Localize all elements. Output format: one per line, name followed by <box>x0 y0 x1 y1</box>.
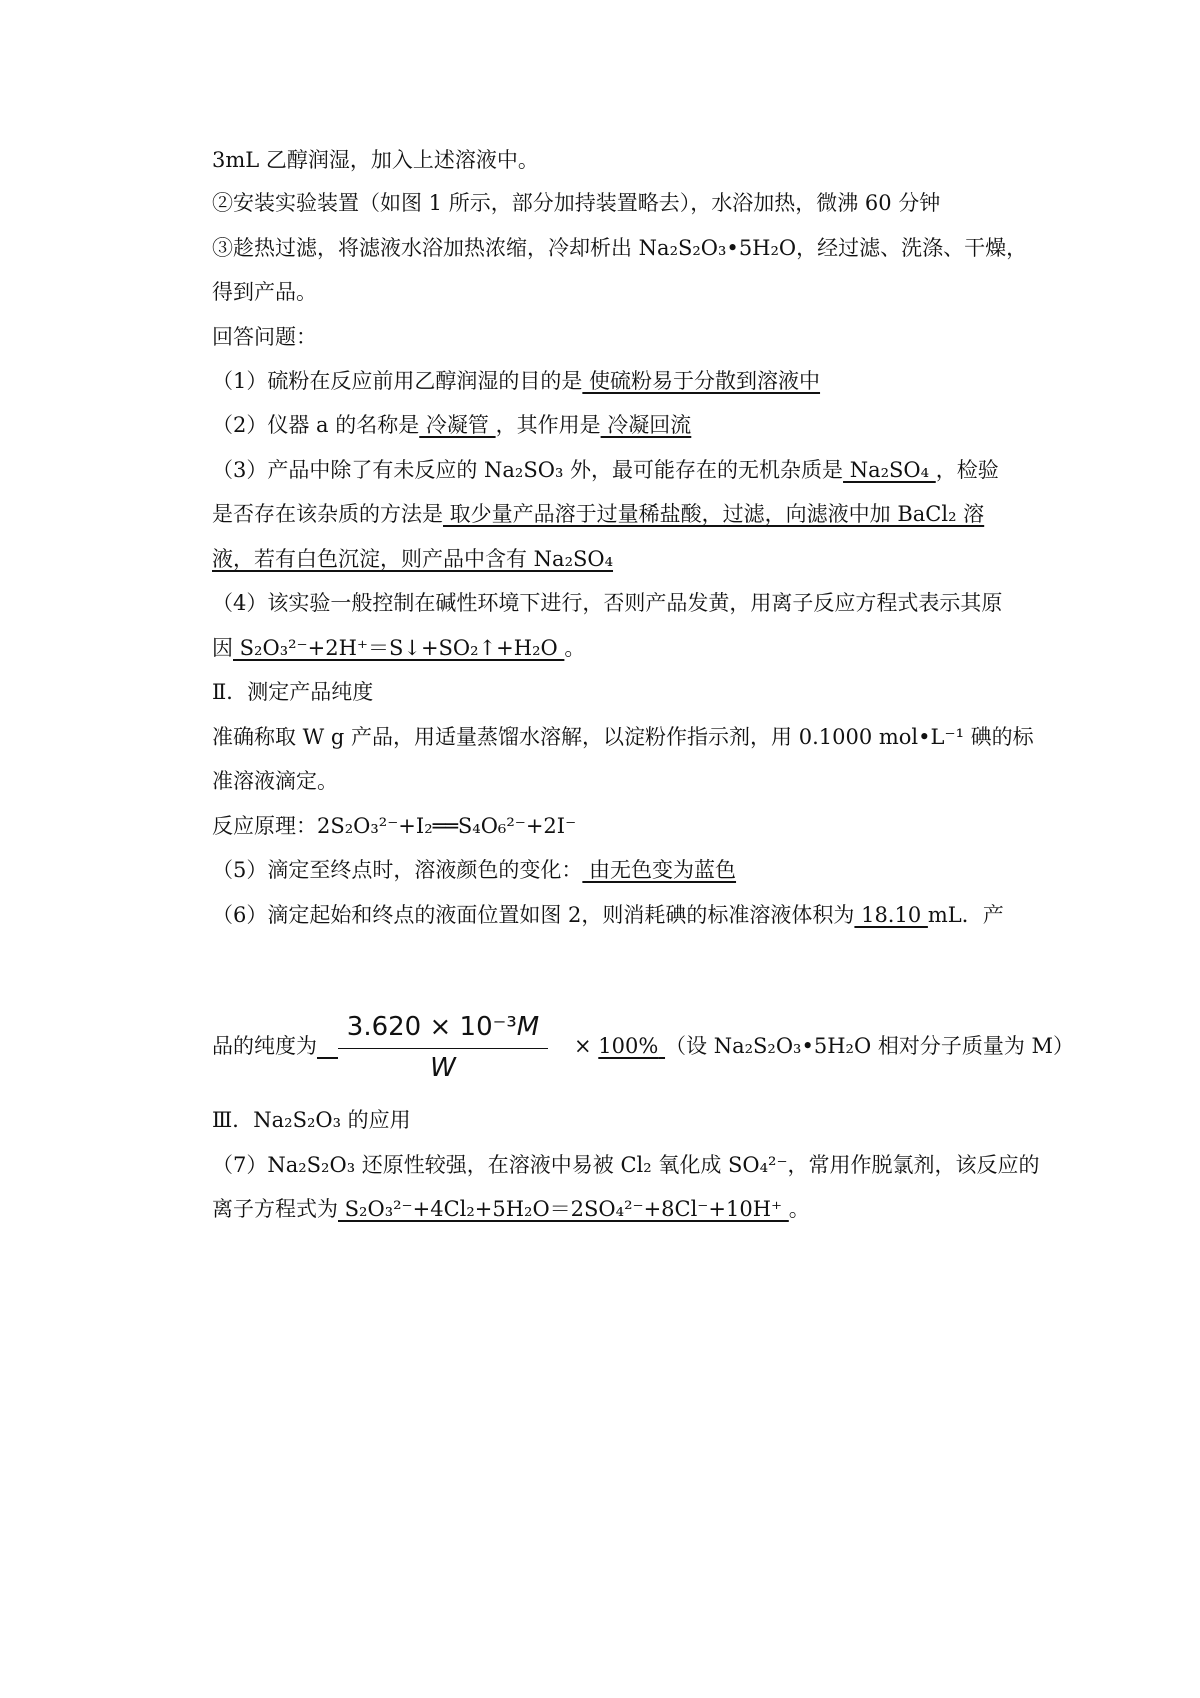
question-text: ，其作用是 <box>495 413 601 437</box>
answer-blank: 冷凝管 <box>419 413 496 437</box>
question-text: 因 <box>212 636 233 660</box>
text-line: ③趁热过滤，将滤液水浴加热浓缩，冷却析出 Na₂S₂O₃•5H₂O，经过滤、洗涤、干燥， <box>212 236 1028 260</box>
numerator-value: 3.620 × 10⁻³ <box>346 1012 517 1042</box>
question-text: mL．产 <box>927 903 1004 927</box>
text-line: 3mL 乙醇润湿，加入上述溶液中。 <box>212 148 539 172</box>
text-line: ②安装实验装置（如图 1 所示，部分加持装置略去），水浴加热，微沸 60 分钟 <box>212 191 941 215</box>
question-2 <box>212 410 1022 440</box>
question-4: （4）该实验一般控制在碱性环境下进行，否则产品发黄，用离子反应方程式表示其原 <box>212 591 1003 615</box>
question-text: 。 <box>788 1197 810 1221</box>
answer-blank: 取少量产品溶于过量稀盐酸，过滤，向滤液中加 BaCl₂ 溶 <box>443 502 985 526</box>
question-text: （2）仪器 a 的名称是 <box>212 413 420 437</box>
question-text: 是否存在该杂质的方法是 <box>212 502 443 526</box>
question-6 <box>212 900 1022 930</box>
answer-blank: S₂O₃²⁻+2H⁺＝S↓+SO₂↑+H₂O <box>233 636 565 660</box>
question-4-line-2 <box>212 633 1022 663</box>
question-5 <box>212 855 1022 885</box>
times-sign: × <box>574 1034 592 1058</box>
text-line: 准确称取 W g 产品，用适量蒸馏水溶解，以淀粉作指示剂，用 0.1000 mol•L⁻¹ 碘的标 <box>212 725 1034 749</box>
question-3-line-3 <box>212 544 1022 574</box>
question-3 <box>212 455 1022 485</box>
question-7-line-2 <box>212 1194 1022 1224</box>
answer-blank: 18.10 <box>854 903 928 927</box>
question-text: （1）硫粉在反应前用乙醇润湿的目的是 <box>212 369 583 393</box>
question-text: （6）滴定起始和终点的液面位置如图 2，则消耗碘的标准溶液体积为 <box>212 903 855 927</box>
answer-percent: 100% <box>598 1034 659 1058</box>
question-1 <box>212 366 1022 396</box>
question-text: 离子方程式为 <box>212 1197 338 1221</box>
question-text: （5）滴定至终点时，溶液颜色的变化： <box>212 858 583 882</box>
question-6-line-2 <box>212 1031 1075 1061</box>
answer-blank: 液，若有白色沉淀，则产品中含有 Na₂SO₄ <box>212 547 614 571</box>
question-text: （设 Na₂S₂O₃•5H₂O 相对分子质量为 M） <box>665 1034 1075 1058</box>
question-text: （3）产品中除了有未反应的 Na₂SO₃ 外，最可能存在的无机杂质是 <box>212 458 844 482</box>
section-heading: Ⅱ．测定产品纯度 <box>212 680 374 704</box>
reaction-principle: 反应原理：2S₂O₃²⁻+I₂══S₄O₆²⁻+2I⁻ <box>212 814 577 838</box>
text-line: 回答问题： <box>212 325 317 349</box>
numerator-variable: M <box>516 1012 540 1042</box>
section-heading: Ⅲ．Na₂S₂O₃ 的应用 <box>212 1108 411 1132</box>
question-7: （7）Na₂S₂O₃ 还原性较强，在溶液中易被 Cl₂ 氧化成 SO₄²⁻，常用作脱氯剂，该反应的 <box>212 1153 1040 1177</box>
answer-blank: 冷凝回流 <box>600 413 692 437</box>
answer-blank: 使硫粉易于分散到溶液中 <box>582 369 821 393</box>
question-text: ，检验 <box>935 458 999 482</box>
text-line: 得到产品。 <box>212 280 317 304</box>
question-text: 。 <box>564 636 586 660</box>
text-line: 准溶液滴定。 <box>212 769 338 793</box>
answer-blank: 由无色变为蓝色 <box>582 858 737 882</box>
answer-blank: Na₂SO₄ <box>843 458 936 482</box>
answer-blank-lead: __ <box>317 1034 338 1058</box>
answer-blank: S₂O₃²⁻+4Cl₂+5H₂O＝2SO₄²⁻+8Cl⁻+10H⁺ <box>338 1197 789 1221</box>
question-3-line-2 <box>212 499 1022 529</box>
question-text: 品的纯度为 <box>212 1034 317 1058</box>
fraction-denominator: W <box>430 1053 456 1083</box>
